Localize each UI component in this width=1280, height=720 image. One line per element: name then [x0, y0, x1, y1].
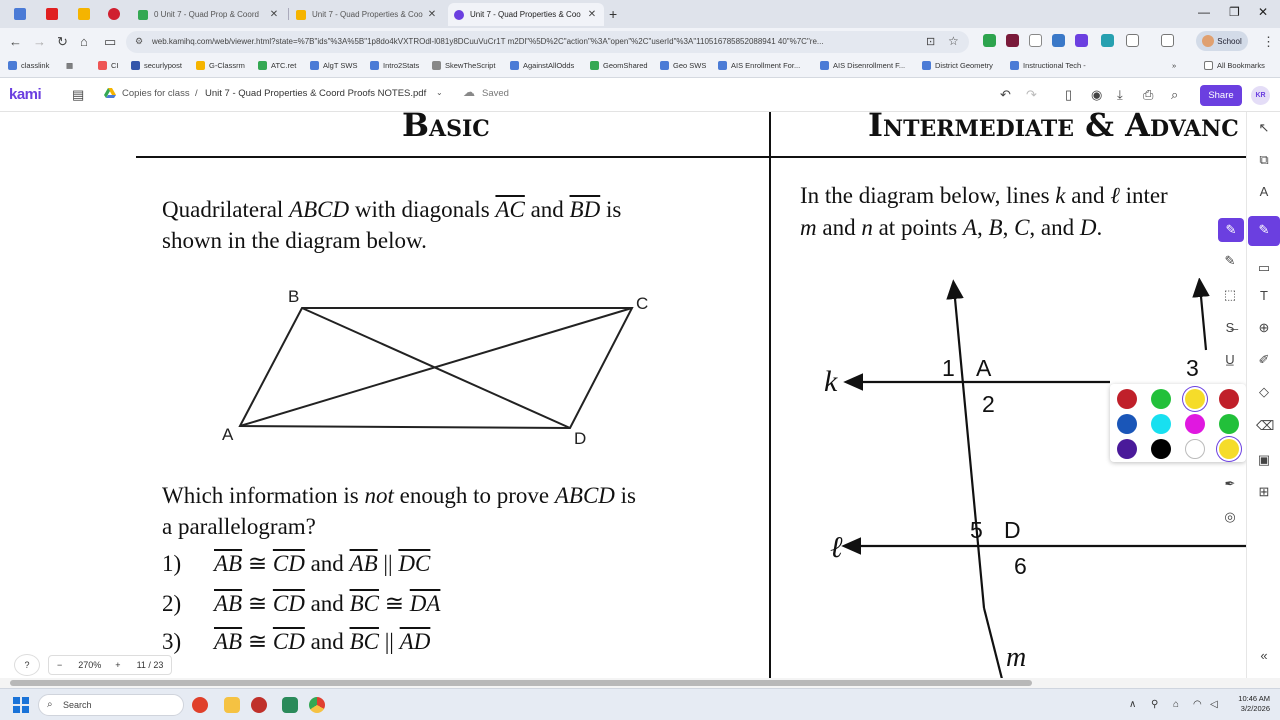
breadcrumb-folder[interactable]: Copies for class: [122, 88, 190, 99]
angle-label-6: 6: [1014, 553, 1027, 579]
install-icon[interactable]: ⊡: [926, 36, 936, 48]
eraser-icon[interactable]: ⌫: [1256, 418, 1275, 433]
color-swatch[interactable]: [1185, 389, 1205, 409]
volume-icon[interactable]: ◁: [1210, 699, 1218, 710]
left-column-header: Basic: [402, 112, 490, 144]
file-explorer-icon[interactable]: [224, 697, 240, 713]
slides-icon: [78, 8, 90, 20]
bookmark-icon: [98, 61, 107, 70]
windows-start-icon[interactable]: [13, 697, 29, 713]
color-swatch[interactable]: [1219, 439, 1239, 459]
url-bar[interactable]: [126, 31, 969, 53]
zoom-in-button[interactable]: +: [115, 660, 121, 670]
bookmark[interactable]: Geo SWS: [660, 61, 706, 70]
tab-3-active[interactable]: [448, 3, 604, 26]
bookmark[interactable]: AIS Enrollment For...: [718, 61, 800, 70]
dictionary-icon[interactable]: A: [1259, 184, 1269, 199]
drive-icon: [138, 10, 148, 20]
bookmark-icon: [1010, 61, 1019, 70]
draw-tool-icon[interactable]: ✐: [1258, 352, 1270, 367]
print-icon[interactable]: ⎙: [1143, 87, 1154, 102]
new-tab-icon[interactable]: +: [609, 6, 618, 22]
bookmark-icon: [131, 61, 140, 70]
pinned-tab-youtube[interactable]: [38, 3, 66, 25]
diagram-label-l: ℓ: [830, 531, 843, 564]
right-question-line-2: m and n at points A, B, C, and D.: [800, 215, 1103, 240]
color-swatch[interactable]: [1117, 439, 1137, 459]
bookmark[interactable]: AlgT SWS: [310, 61, 357, 70]
share-button[interactable]: Share: [1200, 85, 1242, 106]
chevron-down-icon[interactable]: ⌄: [436, 88, 443, 97]
comment-icon[interactable]: ▭: [1257, 260, 1271, 275]
menu-dots-icon[interactable]: ⋮: [1262, 34, 1275, 49]
search-icon[interactable]: ⌕: [1171, 87, 1179, 102]
color-palette-popup: [1110, 384, 1246, 462]
tab-2[interactable]: [290, 3, 444, 26]
forward-icon[interactable]: →: [33, 34, 46, 49]
cloud-check-icon: ☁: [463, 85, 475, 99]
windows-taskbar: [0, 688, 1280, 720]
angle-label-3: 3: [1186, 355, 1199, 381]
highlight-color-tool-icon[interactable]: ✎: [1218, 218, 1244, 242]
text-tool-icon[interactable]: T: [1260, 288, 1268, 303]
add-media-icon[interactable]: ▣: [1257, 452, 1271, 467]
help-button[interactable]: ?: [14, 654, 40, 676]
restore-icon[interactable]: ❐: [1229, 5, 1240, 19]
kami-icon: [454, 10, 464, 20]
breadcrumb-separator: /: [195, 88, 198, 99]
tab-1[interactable]: [132, 3, 286, 26]
extension-icon[interactable]: [1006, 34, 1019, 47]
right-question-line-1: In the diagram below, lines k and ℓ inter: [800, 183, 1168, 208]
pinned-tab-record[interactable]: [100, 3, 128, 25]
color-swatch[interactable]: [1219, 389, 1239, 409]
color-swatch[interactable]: [1151, 389, 1171, 409]
folder-icon: [1204, 61, 1213, 70]
document-viewer: [0, 112, 1246, 678]
tab-title: 0 Unit 7 - Quad Prop & Coord: [154, 10, 259, 19]
all-bookmarks[interactable]: All Bookmarks: [1204, 61, 1265, 70]
tray-overflow-icon[interactable]: ∧: [1129, 699, 1137, 710]
profile-button[interactable]: [1196, 31, 1248, 51]
bookmark[interactable]: ATC.ret: [258, 61, 296, 70]
youtube-icon: [46, 8, 58, 20]
bookmark[interactable]: classlink: [8, 61, 49, 70]
line-n: [1200, 286, 1206, 350]
download-icon[interactable]: ⤓: [1117, 87, 1123, 102]
bookmark[interactable]: GeomShared: [590, 61, 648, 70]
pinned-tab-classlink[interactable]: [6, 3, 34, 25]
vertex-label-c: C: [636, 294, 649, 313]
vertex-label-a: A: [222, 425, 234, 444]
color-swatch[interactable]: [1219, 414, 1239, 434]
equation-icon[interactable]: ⊕: [1258, 320, 1270, 335]
bookmark[interactable]: Intro2Stats: [370, 61, 419, 70]
wifi-icon[interactable]: ◠: [1193, 699, 1202, 710]
collapse-panel-icon[interactable]: «: [1260, 648, 1268, 663]
right-column-header: Intermediate & Advanc: [868, 112, 1239, 144]
bookmark-icon: [510, 61, 519, 70]
bookmark-star-icon[interactable]: ☆: [948, 34, 959, 48]
tab-close-icon[interactable]: ✕: [269, 9, 279, 20]
tab-close-icon[interactable]: ✕: [587, 9, 597, 20]
extension-icon[interactable]: [1029, 34, 1042, 47]
profile-label: School: [1217, 36, 1242, 46]
palette-settings-icon[interactable]: ◎: [1224, 509, 1236, 524]
chrome-icon[interactable]: [309, 697, 325, 713]
vertex-label-d: D: [574, 429, 587, 448]
diagram-label-k: k: [824, 365, 838, 398]
slides-icon: [296, 10, 306, 20]
extension-icon[interactable]: [1101, 34, 1114, 47]
undo-icon[interactable]: ↶: [1000, 87, 1011, 102]
prompt-line-2: a parallelogram?: [162, 514, 316, 539]
parallelogram-diagram: [210, 282, 670, 462]
select-tool-icon[interactable]: ↖: [1258, 120, 1270, 135]
strikethrough-icon[interactable]: S̶: [1225, 320, 1235, 335]
clock-time: 10:46 AM: [1238, 694, 1270, 703]
window-close-icon[interactable]: ✕: [1258, 5, 1269, 19]
choice-3: 3) $\overline{AB}$ ≅ $\overline{CD}$ and $\overline{BC}$ || $\overline{AD}$: [162, 629, 431, 654]
bookmark-icon: [718, 61, 727, 70]
site-info-icon[interactable]: ⚙: [135, 36, 144, 46]
cast-icon[interactable]: [1161, 34, 1174, 47]
color-swatch[interactable]: [1151, 439, 1171, 459]
choice-1: 1) $\overline{AB}$ ≅ $\overline{CD}$ and $\overline{AB}$ || $\overline{DC}$: [162, 551, 431, 576]
library-icon[interactable]: ▤: [72, 87, 85, 102]
underline-icon[interactable]: U̲: [1225, 352, 1235, 367]
tab-title: Unit 7 - Quad Properties & Coo: [470, 10, 581, 19]
annotation-toolbar: [1246, 112, 1280, 678]
vertex-label-b: B: [288, 287, 300, 306]
area-highlight-icon[interactable]: ⬚: [1223, 287, 1237, 302]
redo-icon[interactable]: ↷: [1026, 87, 1037, 102]
bookmark-icon: [8, 61, 17, 70]
tray-icon[interactable]: ⚲: [1151, 699, 1159, 710]
app-icon[interactable]: [282, 697, 298, 713]
color-swatch[interactable]: [1185, 414, 1205, 434]
extension-icon[interactable]: [1052, 34, 1065, 47]
prompt-line-1: Which information is not enough to prove ABCD is: [162, 483, 637, 508]
clock-date: 3/2/2026: [1240, 704, 1270, 713]
bookmark-icon: [820, 61, 829, 70]
address-bar-row: [0, 28, 1280, 56]
point-label-d: D: [1004, 517, 1021, 543]
document-name[interactable]: Unit 7 - Quad Properties & Coord Proofs NOTES.pdf: [205, 88, 427, 99]
shapes-icon[interactable]: ◇: [1259, 384, 1269, 399]
scrollbar-thumb[interactable]: [10, 680, 1032, 686]
color-swatch[interactable]: [1151, 414, 1171, 434]
record-icon: [108, 8, 120, 20]
highlighter-tool-icon[interactable]: ✎: [1248, 216, 1280, 246]
taskbar-search[interactable]: [38, 694, 184, 716]
home-icon[interactable]: ⌂: [80, 34, 88, 49]
angle-label-1: 1: [942, 355, 955, 381]
saved-status: Saved: [482, 88, 509, 99]
bookmark[interactable]: Instructional Tech -: [1010, 61, 1086, 70]
classlink-icon: [14, 8, 26, 20]
question-line-2: shown in the diagram below.: [162, 228, 427, 253]
bookmark[interactable]: AgainstAllOdds: [510, 61, 574, 70]
browser-tab-strip: [0, 0, 1280, 28]
bookmark-icon: [196, 61, 205, 70]
question-line-1: Quadrilateral ABCD with diagonals $\overline{AC}$ and $\overline{BD}$ is: [162, 197, 622, 222]
color-picker-icon[interactable]: ✒: [1224, 476, 1236, 491]
point-label-a: A: [976, 355, 992, 381]
document-outline-icon[interactable]: ▯: [1065, 87, 1073, 102]
bookmarks-overflow-icon[interactable]: »: [1172, 61, 1177, 70]
app-icon[interactable]: [251, 697, 267, 713]
angle-label-5: 5: [970, 517, 983, 543]
tab-title: Unit 7 - Quad Properties & Coo: [312, 10, 423, 19]
bookmark-icon: [922, 61, 931, 70]
bookmarks-bar: [0, 56, 1280, 78]
color-swatch[interactable]: [1185, 439, 1205, 459]
extension-icon[interactable]: [1075, 34, 1088, 47]
bookmark-icon: [370, 61, 379, 70]
kami-logo[interactable]: kami: [9, 86, 42, 103]
choice-2: 2) $\overline{AB}$ ≅ $\overline{CD}$ and $\overline{BC}$ ≅ $\overline{DA}$: [162, 591, 441, 616]
page-indicator[interactable]: 11 / 23: [136, 660, 164, 670]
profile-avatar-icon: [1202, 35, 1214, 47]
angle-label-2: 2: [982, 391, 995, 417]
color-swatch[interactable]: [1117, 389, 1137, 409]
tab-search-icon[interactable]: ▭: [104, 34, 117, 49]
search-placeholder: Search: [63, 700, 92, 710]
diagram-label-m: m: [1006, 642, 1027, 673]
bookmark[interactable]: AIS Disenrollment F...: [820, 61, 905, 70]
taskbar-clock[interactable]: [1226, 694, 1270, 714]
horizontal-scrollbar[interactable]: [0, 678, 1280, 688]
bookmark[interactable]: securlypost: [131, 61, 182, 70]
extension-icon[interactable]: [983, 34, 996, 47]
color-swatch[interactable]: [1117, 414, 1137, 434]
zoom-level[interactable]: 270%: [78, 660, 102, 670]
bookmark[interactable]: SkewTheScript: [432, 61, 495, 70]
underline-tool-icon[interactable]: ✎: [1224, 253, 1236, 268]
apps-icon[interactable]: ▦: [66, 61, 74, 70]
url-text: web.kamihq.com/web/viewer.html?state=%7B"ids"%3A%5B"1p8do4kVXTROdl-l081y8DCuuVuCr1T m2Dl"%5D%2C"action"%3A"open"%2C"userId"%3A"110516785852088941 40"%7C"re...: [152, 37, 824, 46]
zoom-out-button[interactable]: −: [57, 660, 63, 670]
reload-icon[interactable]: ↻: [57, 34, 68, 49]
diagonal-bd: [302, 308, 570, 428]
signature-icon[interactable]: ⊞: [1258, 484, 1270, 499]
minimize-icon[interactable]: —: [1198, 5, 1210, 19]
bookmark[interactable]: G-Classrm: [196, 61, 245, 70]
user-avatar[interactable]: KR: [1251, 86, 1270, 105]
eye-icon[interactable]: ◉: [1091, 87, 1103, 102]
google-drive-icon: [104, 87, 116, 99]
bookmark[interactable]: District Geometry: [922, 61, 993, 70]
line-m-upper: [954, 288, 984, 608]
bookmark-icon: [660, 61, 669, 70]
transversal-diagram: [770, 278, 1246, 678]
app-icon[interactable]: [192, 697, 208, 713]
bookmark-icon: [590, 61, 599, 70]
bookmark[interactable]: CI: [98, 61, 119, 70]
bookmark-icon: [310, 61, 319, 70]
search-icon: ⌕: [47, 699, 53, 710]
kami-toolbar: [0, 78, 1280, 112]
pinned-tab-slides[interactable]: [70, 3, 98, 25]
zoom-control: [14, 654, 172, 676]
back-icon[interactable]: ←: [9, 34, 22, 49]
zoom-box: [48, 655, 172, 675]
bookmark-icon: [432, 61, 441, 70]
bookmark-icon: [258, 61, 267, 70]
network-icon[interactable]: ⌂: [1173, 699, 1180, 710]
extensions-puzzle-icon[interactable]: [1126, 34, 1139, 47]
tab-close-icon[interactable]: ✕: [427, 9, 437, 20]
text-select-icon[interactable]: ⧉: [1259, 152, 1269, 167]
